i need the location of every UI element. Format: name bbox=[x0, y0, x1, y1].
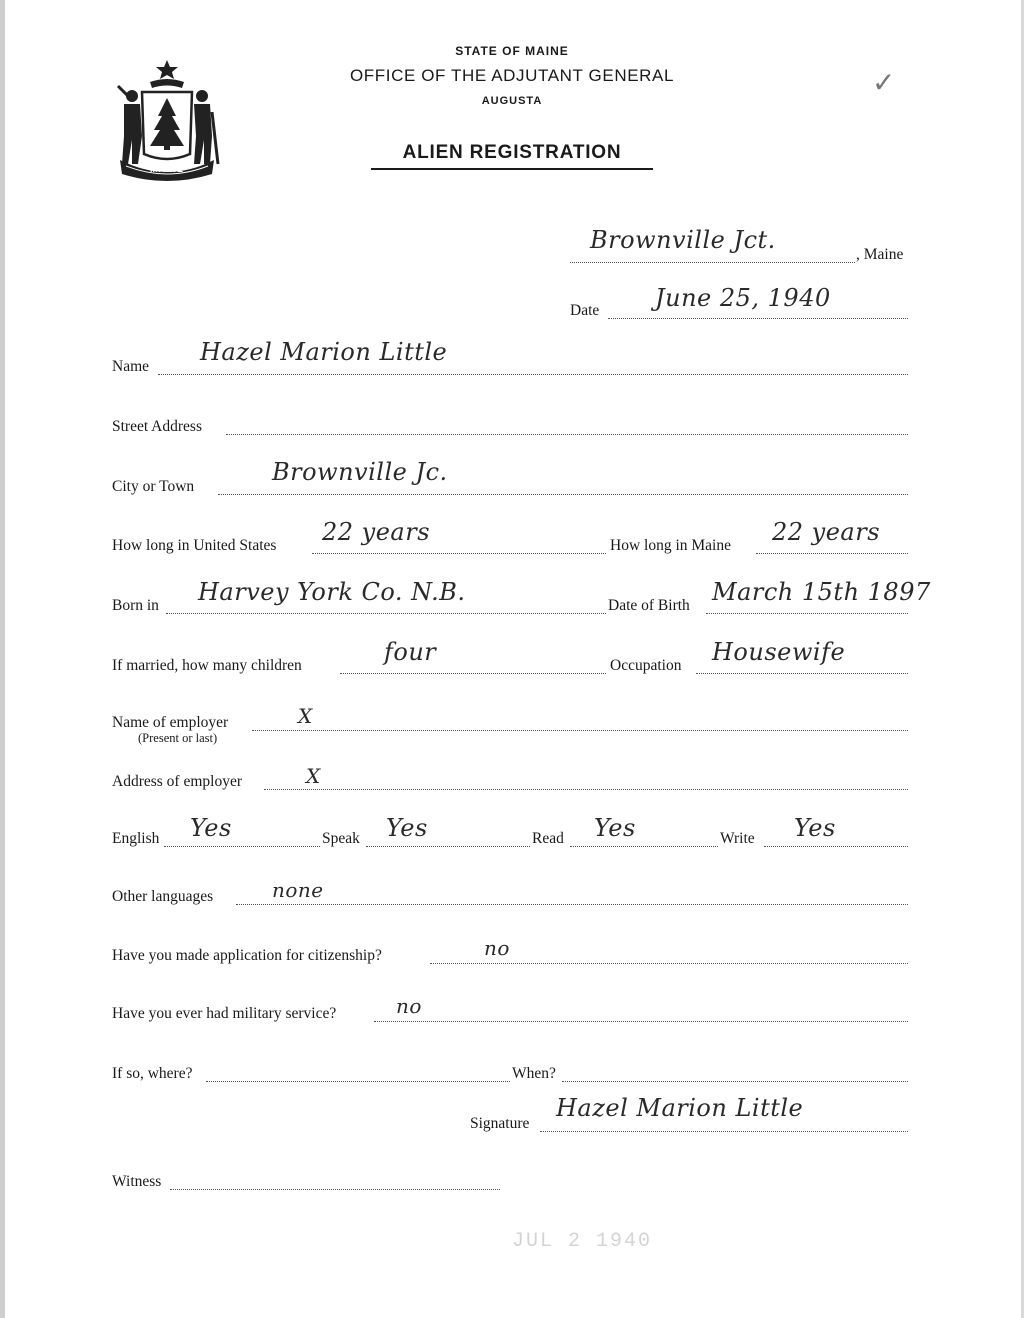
place-suffix: , Maine bbox=[856, 246, 904, 263]
date-line bbox=[608, 318, 908, 319]
city-label: City or Town bbox=[112, 478, 195, 495]
read-label: Read bbox=[532, 830, 564, 847]
witness-label: Witness bbox=[112, 1173, 162, 1190]
read-value[interactable]: Yes bbox=[594, 814, 636, 842]
how-long-us-line bbox=[312, 553, 606, 554]
date-of-birth-line bbox=[706, 613, 908, 614]
read-line bbox=[570, 846, 718, 847]
english-value[interactable]: Yes bbox=[190, 814, 232, 842]
write-label: Write bbox=[720, 830, 755, 847]
employer-name-sublabel: (Present or last) bbox=[138, 731, 218, 745]
when-label: When? bbox=[512, 1065, 556, 1082]
citizenship-label: Have you made application for citizenship? bbox=[112, 947, 382, 964]
name-line bbox=[158, 374, 908, 375]
street-address-label: Street Address bbox=[112, 418, 202, 435]
seal-label: MAINE bbox=[150, 164, 184, 174]
occupation-line bbox=[696, 673, 908, 674]
where-label: If so, where? bbox=[112, 1065, 193, 1082]
speak-label: Speak bbox=[322, 830, 360, 847]
name-value[interactable]: Hazel Marion Little bbox=[200, 338, 448, 366]
city-heading: AUGUSTA bbox=[481, 95, 543, 107]
occupation-label: Occupation bbox=[610, 657, 682, 674]
when-line[interactable] bbox=[562, 1081, 908, 1082]
place-line bbox=[570, 262, 855, 263]
occupation-value[interactable]: Housewife bbox=[712, 638, 846, 666]
born-in-value[interactable]: Harvey York Co. N.B. bbox=[198, 578, 466, 606]
how-long-us-label: How long in United States bbox=[112, 537, 277, 554]
street-address-line[interactable] bbox=[226, 434, 908, 435]
write-line bbox=[764, 846, 908, 847]
speak-line bbox=[366, 846, 530, 847]
how-long-maine-line bbox=[756, 553, 908, 554]
form-title: ALIEN REGISTRATION bbox=[402, 142, 622, 163]
name-label: Name bbox=[112, 358, 150, 375]
date-of-birth-label: Date of Birth bbox=[608, 597, 690, 614]
speak-value[interactable]: Yes bbox=[386, 814, 428, 842]
born-in-label: Born in bbox=[112, 597, 159, 614]
how-long-maine-value[interactable]: 22 years bbox=[772, 518, 881, 546]
title-underline bbox=[371, 168, 653, 170]
date-value[interactable]: June 25, 1940 bbox=[655, 284, 831, 312]
where-line[interactable] bbox=[206, 1081, 510, 1082]
date-label: Date bbox=[570, 302, 600, 319]
witness-line[interactable] bbox=[170, 1189, 500, 1190]
how-long-us-value[interactable]: 22 years bbox=[322, 518, 431, 546]
employer-address-value[interactable]: X bbox=[306, 764, 321, 788]
how-long-maine-label: How long in Maine bbox=[610, 537, 731, 554]
citizenship-value[interactable]: no bbox=[484, 936, 510, 960]
children-line bbox=[340, 673, 606, 674]
employer-name-value[interactable]: X bbox=[298, 704, 313, 728]
citizenship-line bbox=[430, 963, 908, 964]
english-line bbox=[164, 846, 320, 847]
signature-label: Signature bbox=[470, 1115, 530, 1132]
city-value[interactable]: Brownville Jc. bbox=[272, 458, 448, 486]
children-value[interactable]: four bbox=[384, 638, 437, 666]
check-mark-icon: ✓ bbox=[872, 66, 896, 99]
employer-address-line bbox=[264, 789, 908, 790]
city-line bbox=[218, 494, 908, 495]
signature-line bbox=[540, 1131, 908, 1132]
military-label: Have you ever had military service? bbox=[112, 1005, 337, 1022]
other-languages-value[interactable]: none bbox=[272, 878, 324, 902]
employer-name-line bbox=[252, 730, 908, 731]
date-of-birth-value[interactable]: March 15th 1897 bbox=[712, 578, 931, 606]
military-value[interactable]: no bbox=[396, 994, 422, 1018]
signature-value[interactable]: Hazel Marion Little bbox=[556, 1094, 804, 1122]
employer-address-label: Address of employer bbox=[112, 773, 242, 790]
english-label: English bbox=[112, 830, 160, 847]
state-heading: STATE OF MAINE bbox=[455, 44, 569, 58]
other-languages-label: Other languages bbox=[112, 888, 214, 905]
place-value[interactable]: Brownville Jct. bbox=[590, 226, 776, 254]
military-line bbox=[374, 1021, 908, 1022]
received-stamp: JUL 2 1940 bbox=[512, 1230, 653, 1253]
employer-name-label: Name of employer bbox=[112, 714, 229, 731]
office-heading: OFFICE OF THE ADJUTANT GENERAL bbox=[349, 66, 675, 85]
write-value[interactable]: Yes bbox=[794, 814, 836, 842]
other-languages-line bbox=[236, 904, 908, 905]
scan-edge-left bbox=[0, 0, 5, 1318]
born-in-line bbox=[166, 613, 606, 614]
children-label: If married, how many children bbox=[112, 657, 302, 674]
